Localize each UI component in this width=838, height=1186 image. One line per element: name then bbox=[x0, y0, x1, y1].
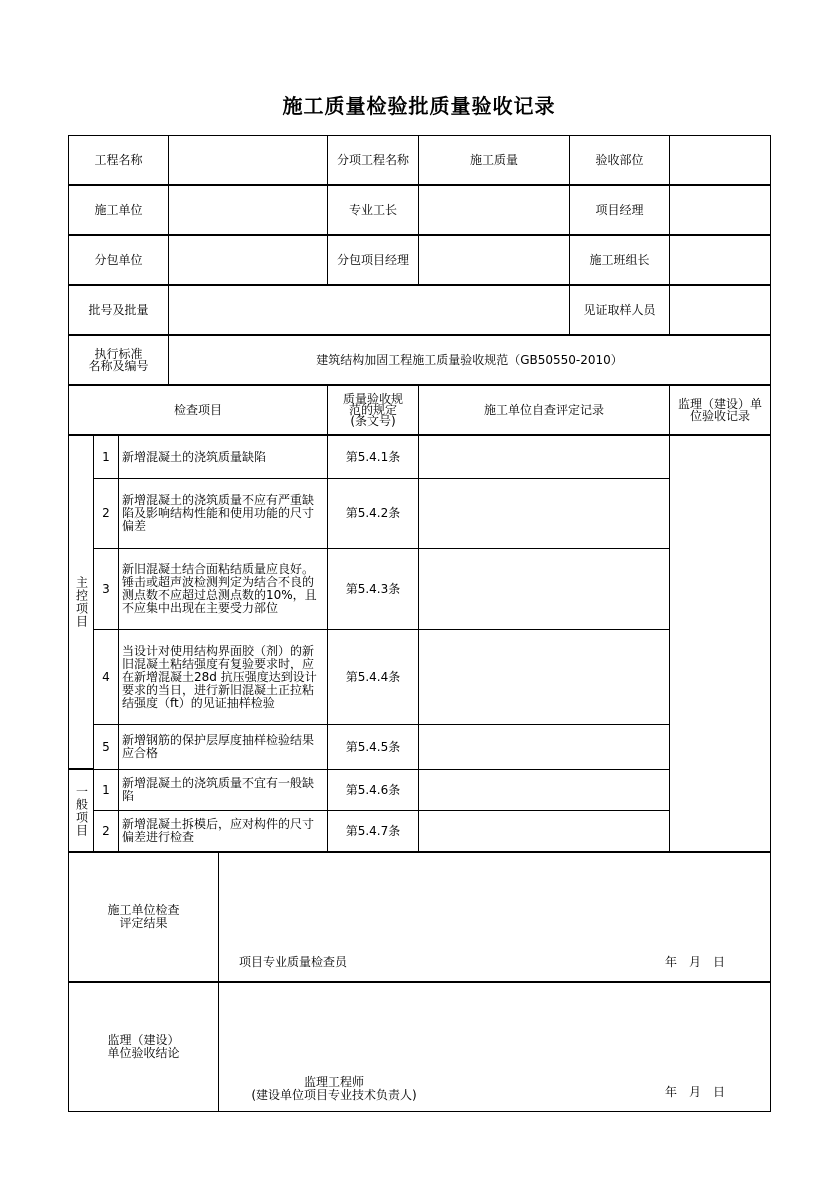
team-leader-field[interactable] bbox=[669, 235, 771, 285]
date-label: 年 月 日 bbox=[665, 955, 726, 969]
witness-label: 见证取样人员 bbox=[569, 285, 670, 335]
standard-value: 建筑结构加固工程施工质量验收规范（GB50550-2010） bbox=[168, 335, 771, 385]
item-no: 1 bbox=[93, 769, 119, 811]
item-desc: 新增混凝土拆模后，应对构件的尺寸偏差进行检查 bbox=[118, 810, 328, 852]
item-no: 1 bbox=[93, 435, 119, 479]
sub-project-value[interactable]: 施工质量 bbox=[418, 135, 570, 185]
general-group-label: 一般项目 bbox=[68, 769, 94, 852]
sub-project-label: 分项工程名称 bbox=[327, 135, 419, 185]
project-name-field[interactable] bbox=[168, 135, 328, 185]
team-leader-label: 施工班组长 bbox=[569, 235, 670, 285]
item-clause: 第5.4.1条 bbox=[327, 435, 419, 479]
subcontractor-field[interactable] bbox=[168, 235, 328, 285]
acceptance-part-label: 验收部位 bbox=[569, 135, 670, 185]
item-clause: 第5.4.5条 bbox=[327, 724, 419, 770]
date-label-2: 年 月 日 bbox=[665, 1085, 726, 1099]
item-desc: 新旧混凝土结合面粘结质量应良好。锤击或超声波检测判定为结合不良的测点数不应超过总测点数的10%，且不应集中出现在主要受力部位 bbox=[118, 548, 328, 630]
batch-field[interactable] bbox=[168, 285, 570, 335]
sub-pm-field[interactable] bbox=[418, 235, 570, 285]
item-no: 4 bbox=[93, 629, 119, 725]
item-desc: 新增混凝土的浇筑质量缺陷 bbox=[118, 435, 328, 479]
item-no: 3 bbox=[93, 548, 119, 630]
item-desc: 新增混凝土的浇筑质量不应有严重缺陷及影响结构性能和使用功能的尺寸偏差 bbox=[118, 478, 328, 549]
project-name-label: 工程名称 bbox=[68, 135, 169, 185]
item-self-check-field[interactable] bbox=[418, 810, 670, 852]
standard-label: 执行标准 名称及编号 bbox=[68, 335, 169, 385]
item-self-check-field[interactable] bbox=[418, 435, 670, 479]
item-clause: 第5.4.6条 bbox=[327, 769, 419, 811]
acceptance-part-field[interactable] bbox=[669, 135, 771, 185]
item-self-check-field[interactable] bbox=[418, 629, 670, 725]
item-clause: 第5.4.3条 bbox=[327, 548, 419, 630]
project-manager-label: 项目经理 bbox=[569, 185, 670, 235]
batch-label: 批号及批量 bbox=[68, 285, 169, 335]
item-self-check-field[interactable] bbox=[418, 548, 670, 630]
col-item-header: 检查项目 bbox=[68, 385, 328, 435]
sub-pm-label: 分包项目经理 bbox=[327, 235, 419, 285]
item-desc: 新增钢筋的保护层厚度抽样检验结果应合格 bbox=[118, 724, 328, 770]
item-no: 5 bbox=[93, 724, 119, 770]
col-self-check-header: 施工单位自查评定记录 bbox=[418, 385, 670, 435]
item-self-check-field[interactable] bbox=[418, 769, 670, 811]
foreman-field[interactable] bbox=[418, 185, 570, 235]
item-self-check-field[interactable] bbox=[418, 478, 670, 549]
item-clause: 第5.4.2条 bbox=[327, 478, 419, 549]
foreman-label: 专业工长 bbox=[327, 185, 419, 235]
col-supervision-header: 监理（建设）单位验收记录 bbox=[669, 385, 771, 435]
page-title: 施工质量检验批质量验收记录 bbox=[282, 94, 556, 118]
item-no: 2 bbox=[93, 478, 119, 549]
inspector-label: 项目专业质量检查员 bbox=[239, 955, 348, 969]
contractor-field[interactable] bbox=[168, 185, 328, 235]
supervision-record-field[interactable] bbox=[669, 435, 771, 852]
item-desc: 新增混凝土的浇筑质量不宜有一般缺陷 bbox=[118, 769, 328, 811]
subcontractor-label: 分包单位 bbox=[68, 235, 169, 285]
witness-field[interactable] bbox=[669, 285, 771, 335]
engineer-label: 监理工程师 (建设单位项目专业技术负责人) bbox=[251, 1075, 417, 1102]
contractor-result-label: 施工单位检查 评定结果 bbox=[68, 852, 219, 982]
item-no: 2 bbox=[93, 810, 119, 852]
item-clause: 第5.4.4条 bbox=[327, 629, 419, 725]
item-self-check-field[interactable] bbox=[418, 724, 670, 770]
main-group-label: 主控项目 bbox=[68, 435, 94, 769]
supervision-conclusion-label: 监理（建设） 单位验收结论 bbox=[68, 982, 219, 1112]
contractor-label: 施工单位 bbox=[68, 185, 169, 235]
item-desc: 当设计对使用结构界面胶（剂）的新旧混凝土粘结强度有复验要求时，应在新增混凝土28d 抗压强度达到设计要求的当日，进行新旧混凝土正拉粘结强度（ft）的见证抽样检验 bbox=[118, 629, 328, 725]
project-manager-field[interactable] bbox=[669, 185, 771, 235]
col-clause-header: 质量验收规范的规定(条文号) bbox=[327, 385, 419, 435]
item-clause: 第5.4.7条 bbox=[327, 810, 419, 852]
